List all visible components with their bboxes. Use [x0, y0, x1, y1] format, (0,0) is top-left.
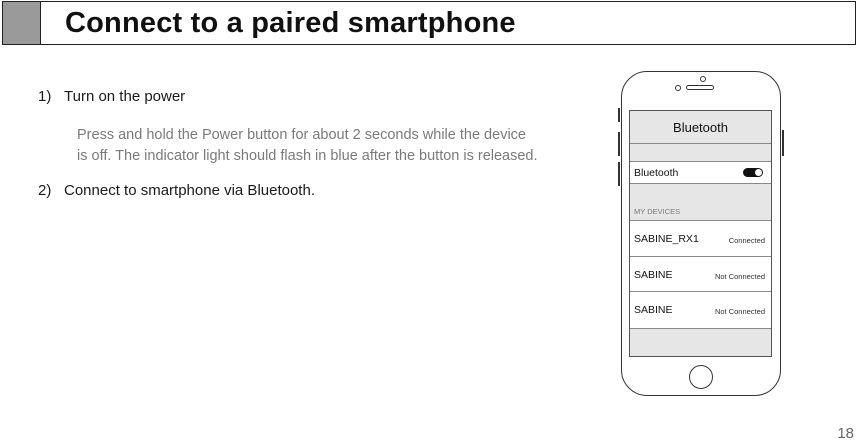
bluetooth-toggle[interactable]	[743, 168, 763, 177]
step-2-text: Connect to smartphone via Bluetooth.	[64, 182, 315, 199]
step-1-text: Turn on the power	[64, 88, 186, 105]
my-devices-header	[630, 184, 771, 221]
screen-spacer	[630, 144, 771, 162]
phone-volume-up	[618, 132, 620, 156]
step-1-description-line-1: Press and hold the Power button for about 2 seconds while the device	[77, 127, 526, 143]
device-name: SABINE	[634, 269, 673, 281]
screen-header	[630, 111, 771, 144]
step-1-description-line-2: is off. The indicator light should flash in blue after the button is released.	[77, 148, 538, 164]
device-row[interactable]	[630, 257, 771, 292]
phone-speaker	[686, 85, 714, 90]
device-name: SABINE_RX1	[634, 233, 699, 245]
phone-power-button	[782, 130, 784, 156]
page-number: 18	[837, 425, 854, 442]
step-1	[38, 88, 185, 105]
my-devices-label: MY DEVICES	[634, 207, 681, 216]
phone-illustration	[621, 71, 781, 396]
step-2-number: 2)	[38, 182, 52, 199]
page-title: Connect to a paired smartphone	[65, 7, 516, 39]
step-1-description	[77, 125, 617, 167]
phone-sensor-icon	[675, 85, 681, 91]
step-2	[38, 182, 315, 199]
device-status: Not Connected	[714, 272, 765, 281]
page-header	[2, 1, 856, 45]
phone-home-button	[689, 365, 713, 389]
device-status: Connected	[728, 236, 765, 245]
phone-camera-icon	[700, 76, 706, 82]
step-1-number: 1)	[38, 88, 52, 105]
phone-mute-switch	[618, 108, 620, 122]
device-status: Not Connected	[714, 307, 765, 316]
phone-screen	[629, 110, 772, 357]
device-row[interactable]	[630, 221, 771, 257]
device-name: SABINE	[634, 304, 673, 316]
screen-title: Bluetooth	[673, 120, 728, 135]
toggle-knob	[755, 169, 762, 176]
bluetooth-row[interactable]	[630, 162, 771, 184]
phone-volume-down	[618, 162, 620, 186]
device-row[interactable]	[630, 292, 771, 329]
bluetooth-label: Bluetooth	[634, 167, 679, 179]
header-marker	[3, 2, 41, 44]
